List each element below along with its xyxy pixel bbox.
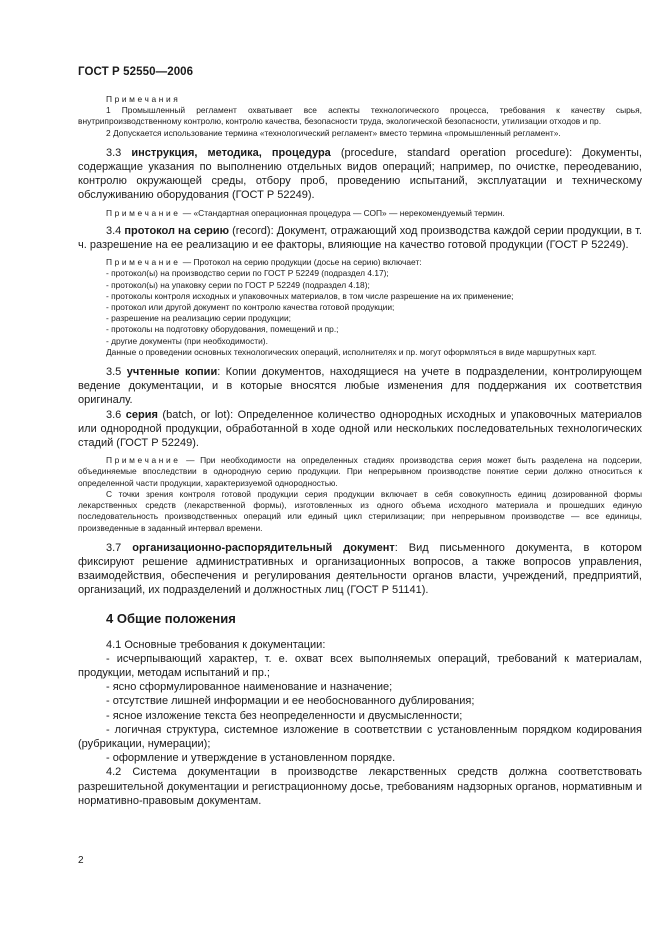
list-item: - протокол(ы) на упаковку серии по ГОСТ Р 52249 (подраздел 4.18); — [106, 279, 370, 290]
term-3-4-name: протокол на серию — [124, 224, 229, 237]
term-3-6-note: Примечание — При необходимости на определенных стадиях производства серия может быть разделена на подсерии, объединяемые впоследствии в однородную серию продукции. При непрерывном производстве понятие серии должно относиться к определенной части продукции, характеризуемой однородностью. — [78, 455, 642, 488]
term-3-4-note-tail: Данные о проведении основных технологических операций, исполнителях и пр. могут оформляться в виде маршрутных карт. — [106, 346, 597, 357]
document-code-header: ГОСТ Р 52550—2006 — [78, 66, 194, 78]
term-3-6-note-2: С точки зрения контроля готовой продукции серия продукции включает в себя совокупность единиц дозированной формы лекарственных средств (лекарственной формы), изготовленных из одного объема исходного материала и прошедших единую последовательность производственных операций или единый цикл стерилизации; при непрерывном производстве — все единицы, произведенные в заданный интервал времени. — [78, 488, 642, 533]
list-item: - исчерпывающий характер, т. е. охват всех выполняемых операций, требований к материалам, продукции, методам испытаний и пр.; — [78, 652, 642, 679]
list-item: - протокол(ы) на производство серии по ГОСТ Р 52249 (подраздел 4.17); — [106, 268, 389, 279]
note-1: 1 Промышленный регламент охватывает все аспекты технологического процесса, требования к качеству сырья, внутрипроизводственному контролю, контролю качества, безопасности труда, экологической безопасности, утилизации отходов и пр. — [78, 105, 642, 127]
term-3-7: 3.7 организационно-распорядительный документ: Вид письменного документа, в котором фиксируют решение административных и организационных вопросов, а также вопросов управления, взаимодействия, обеспечения и регулирования деятельности органов власти, учреждений, предприятий, организаций, их подразделений и должностных лиц (ГОСТ Р 51141). — [78, 541, 642, 597]
list-item: - протоколы контроля исходных и упаковочных материалов, в том числе разрешение на их применение; — [106, 290, 514, 301]
note-2: 2 Допускается использование термина «технологический регламент» вместо термина «промышленный регламент». — [106, 127, 561, 138]
term-3-3: 3.3 инструкция, методика, процедура (procedure, standard operation procedure): Документы, содержащие указания по выполнению отдельных видов операций; например, по очистке, переодеванию, контролю окружающей среды, отбору проб, проведению испытаний, эксплуатации и техническому обслуживанию оборудования (ГОСТ Р 52249). — [78, 146, 642, 202]
list-item: - другие документы (при необходимости). — [106, 335, 268, 346]
clause-4-1: 4.1 Основные требования к документации: — [106, 638, 326, 651]
term-3-4: 3.4 протокол на серию (record): Документ, отражающий ход производства каждой серии продукции, в т. ч. разрешение на ее реализацию и ее факторы, влияющие на качество готовой продукции (ГОСТ Р 52249). — [78, 224, 642, 252]
term-3-5: 3.5 учтенные копии: Копии документов, находящиеся на учете в подразделении, контролирующем ведение документации, и в которые вносятся любые изменения для поддержания их соответствия оригиналу. — [78, 366, 642, 407]
list-item: - логичная структура, системное изложение в соответствии с установленным порядком кодирования (рубрикации, нумерации); — [78, 723, 642, 750]
list-item: - ясно сформулированное наименование и назначение; — [106, 681, 393, 694]
term-3-3-name: инструкция, методика, процедура — [131, 146, 331, 159]
section-heading: 4 Общие положения — [106, 610, 236, 626]
term-3-6-name: серия — [125, 408, 158, 421]
list-item: - отсутствие лишней информации и ее необоснованного дублирования; — [106, 695, 475, 708]
list-item: - протоколы на подготовку оборудования, помещений и пр.; — [106, 324, 339, 335]
term-3-5-name: учтенные копии — [126, 366, 218, 379]
list-item: - оформление и утверждение в установленном порядке. — [106, 752, 396, 765]
list-item: - ясное изложение текста без неопределенности и двусмысленности; — [106, 709, 463, 722]
term-3-6: 3.6 серия (batch, or lot): Определенное количество однородных исходных и упаковочных материалов или однородной продукции, обработанной в ходе одной или нескольких последовательных технологических стадий (ГОСТ Р 52249). — [78, 408, 642, 450]
document-body — [78, 94, 642, 808]
notes-label: Примечания — [106, 94, 181, 104]
page-number: 2 — [78, 855, 84, 866]
clause-4-2: 4.2 Система документации в производстве лекарственных средств должна соответствовать разрешительной документации и регистрационному досье, требованиям надзорных органов, нормативным и нормативно-правовым документам. — [78, 766, 642, 807]
list-item: - разрешение на реализацию серии продукции; — [106, 313, 291, 324]
term-3-3-note: Примечание — «Стандартная операционная процедура — СОП» — нерекомендуемый термин. — [106, 207, 505, 218]
term-3-7-name: организационно-распорядительный документ — [132, 541, 395, 554]
term-3-4-note: Примечание — Протокол на серию продукции (досье на серию) включает: — [106, 257, 422, 268]
list-item: - протокол или другой документ по контролю качества готовой продукции; — [106, 302, 395, 313]
